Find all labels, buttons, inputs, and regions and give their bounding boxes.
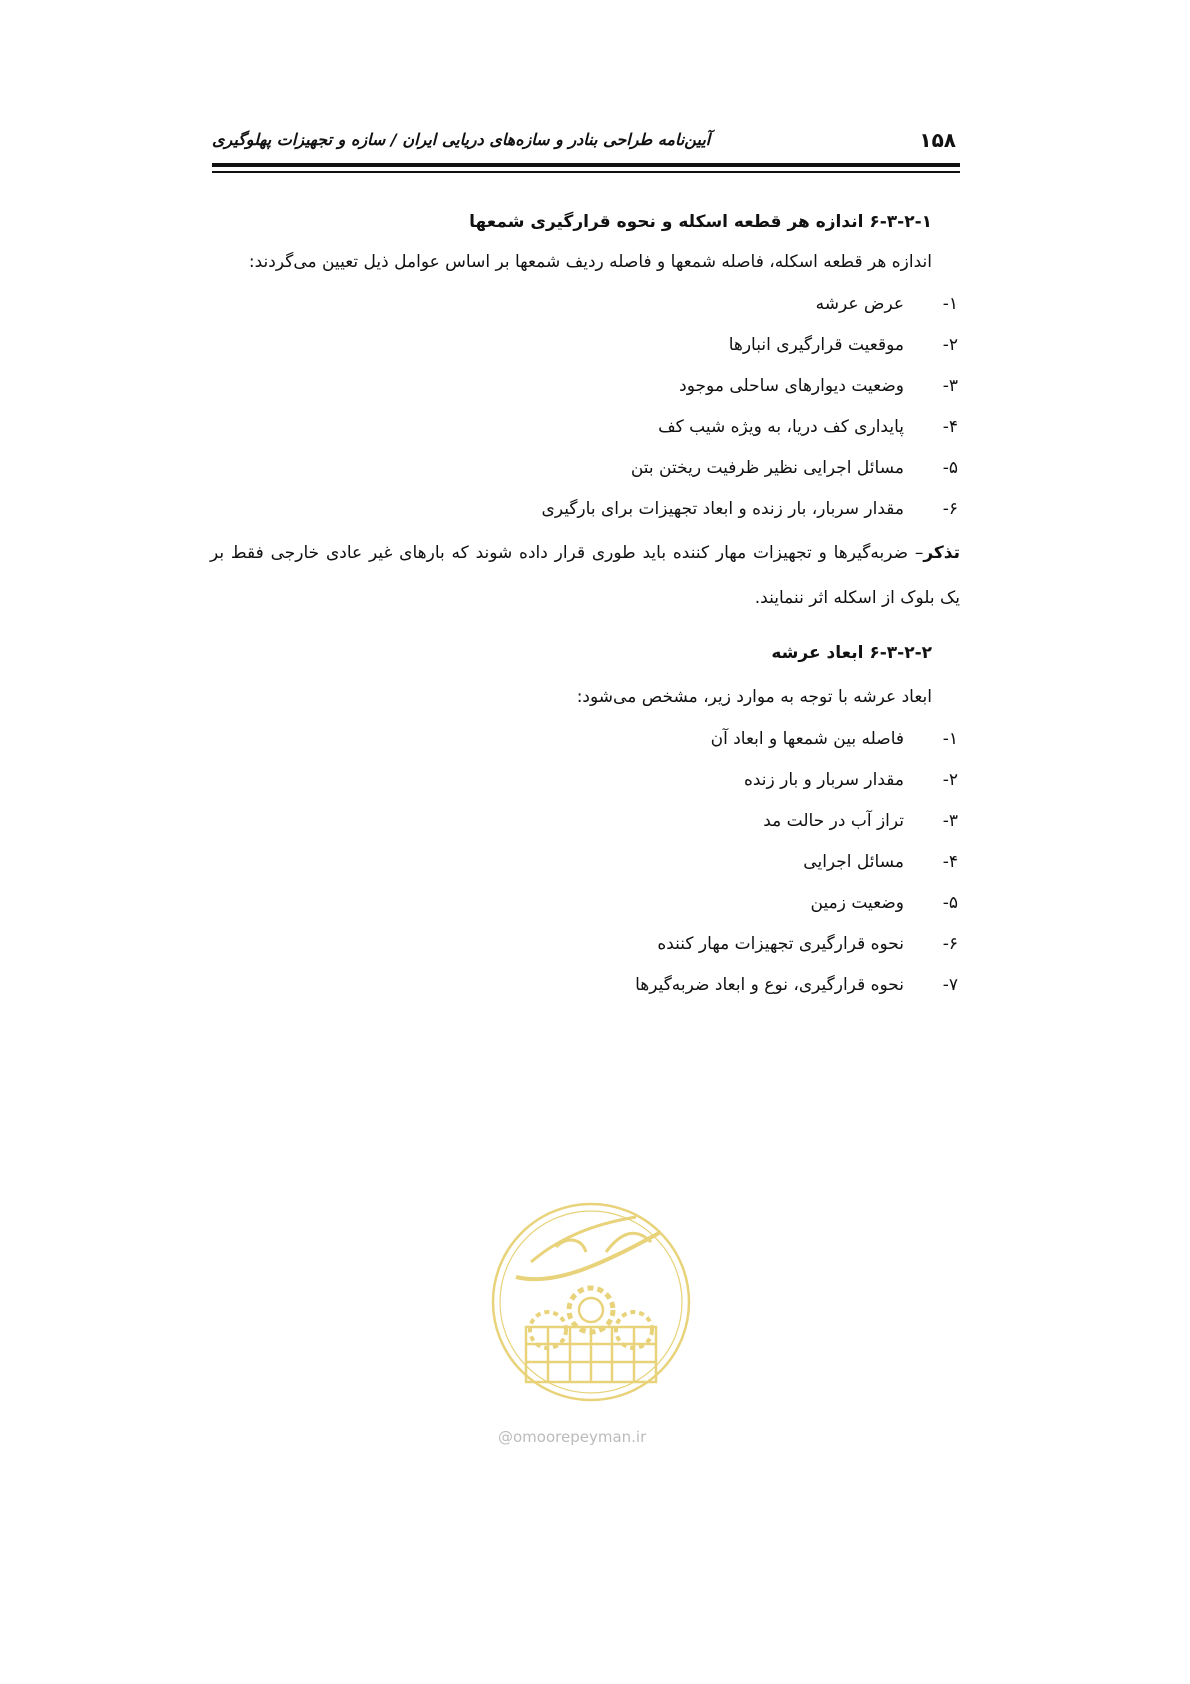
section-intro-2: ابعاد عرشه با توجه به موارد زیر، مشخص می‌شود: (576, 687, 932, 707)
list-item (210, 809, 960, 850)
list-text: مسائل اجرایی (803, 852, 904, 872)
list-item (210, 932, 960, 973)
list-number: ۳- (942, 376, 958, 396)
list-text: فاصله بین شمعها و ابعاد آن (710, 729, 904, 749)
list-number: ۴- (942, 417, 958, 437)
list-number: ۱- (942, 294, 958, 314)
list-number: ۱- (942, 729, 958, 749)
list-text: موقعیت قرارگیری انبارها (728, 335, 904, 355)
list-item (210, 374, 960, 415)
page-header (212, 128, 960, 156)
section-heading-1: ۶-۳-۲-۱ اندازه هر قطعه اسکله و نحوه قرارگیری شمعها (469, 212, 932, 232)
page-body (210, 210, 960, 1014)
list-item (210, 727, 960, 768)
list-item (210, 497, 960, 531)
list-text: تراز آب در حالت مد (763, 811, 904, 831)
list-number: ۳- (942, 811, 958, 831)
list-text: عرض عرشه (815, 294, 904, 314)
note-label: تذکر (923, 543, 960, 563)
list-text: مقدار سربار و بار زنده (743, 770, 904, 790)
list-number: ۲- (942, 770, 958, 790)
list-number: ۲- (942, 335, 958, 355)
list-number: ۶- (942, 934, 958, 954)
list-number: ۶- (942, 499, 958, 519)
list-item (210, 891, 960, 932)
list-item (210, 973, 960, 1014)
list-item (210, 768, 960, 809)
note-paragraph (210, 531, 960, 641)
list-text: نحوه قرارگیری تجهیزات مهار کننده (657, 934, 904, 954)
list-text: پایداری کف دریا، به ویژه شیب کف (658, 417, 904, 437)
list-number: ۵- (942, 893, 958, 913)
list-text: وضعیت زمین (810, 893, 904, 913)
list-item (210, 456, 960, 497)
header-rule-thin (212, 171, 960, 173)
list-text: وضعیت دیوارهای ساحلی موجود (679, 376, 904, 396)
section-heading-2: ۶-۳-۲-۲ ابعاد عرشه (771, 643, 932, 663)
list-text: مسائل اجرایی نظیر ظرفیت ریختن بتن (630, 458, 904, 478)
list-item (210, 850, 960, 891)
watermark-url: @omoorepeyman.ir (498, 1428, 647, 1446)
section-intro-1: اندازه هر قطعه اسکله، فاصله شمعها و فاصله ردیف شمعها بر اساس عوامل ذیل تعیین می‌گردند: (248, 252, 932, 272)
watermark-logo (486, 1192, 696, 1422)
list-item (210, 333, 960, 374)
list-text: مقدار سربار، بار زنده و ابعاد تجهیزات برای بارگیری (541, 499, 904, 519)
watermark-seal-icon (486, 1192, 696, 1422)
list-number: ۷- (942, 975, 958, 995)
list-text: نحوه قرارگیری، نوع و ابعاد ضربه‌گیرها (635, 975, 904, 995)
note-text: – ضربه‌گیرها و تجهیزات مهار کننده باید طوری قرار داده شوند که بارهای غیر عادی خارجی فقط بر یک بلوک از اسکله اثر ننمایند. (210, 543, 960, 608)
list-item (210, 292, 960, 333)
running-title: آیین‌نامه طراحی بنادر و سازه‌های دریایی ایران / سازه و تجهیزات پهلوگیری (212, 130, 711, 149)
list-item (210, 415, 960, 456)
at-icon: @ (498, 1428, 513, 1446)
page-number: ۱۵۸ (919, 128, 956, 152)
list-number: ۵- (942, 458, 958, 478)
list-number: ۴- (942, 852, 958, 872)
header-rule-thick (212, 163, 960, 167)
